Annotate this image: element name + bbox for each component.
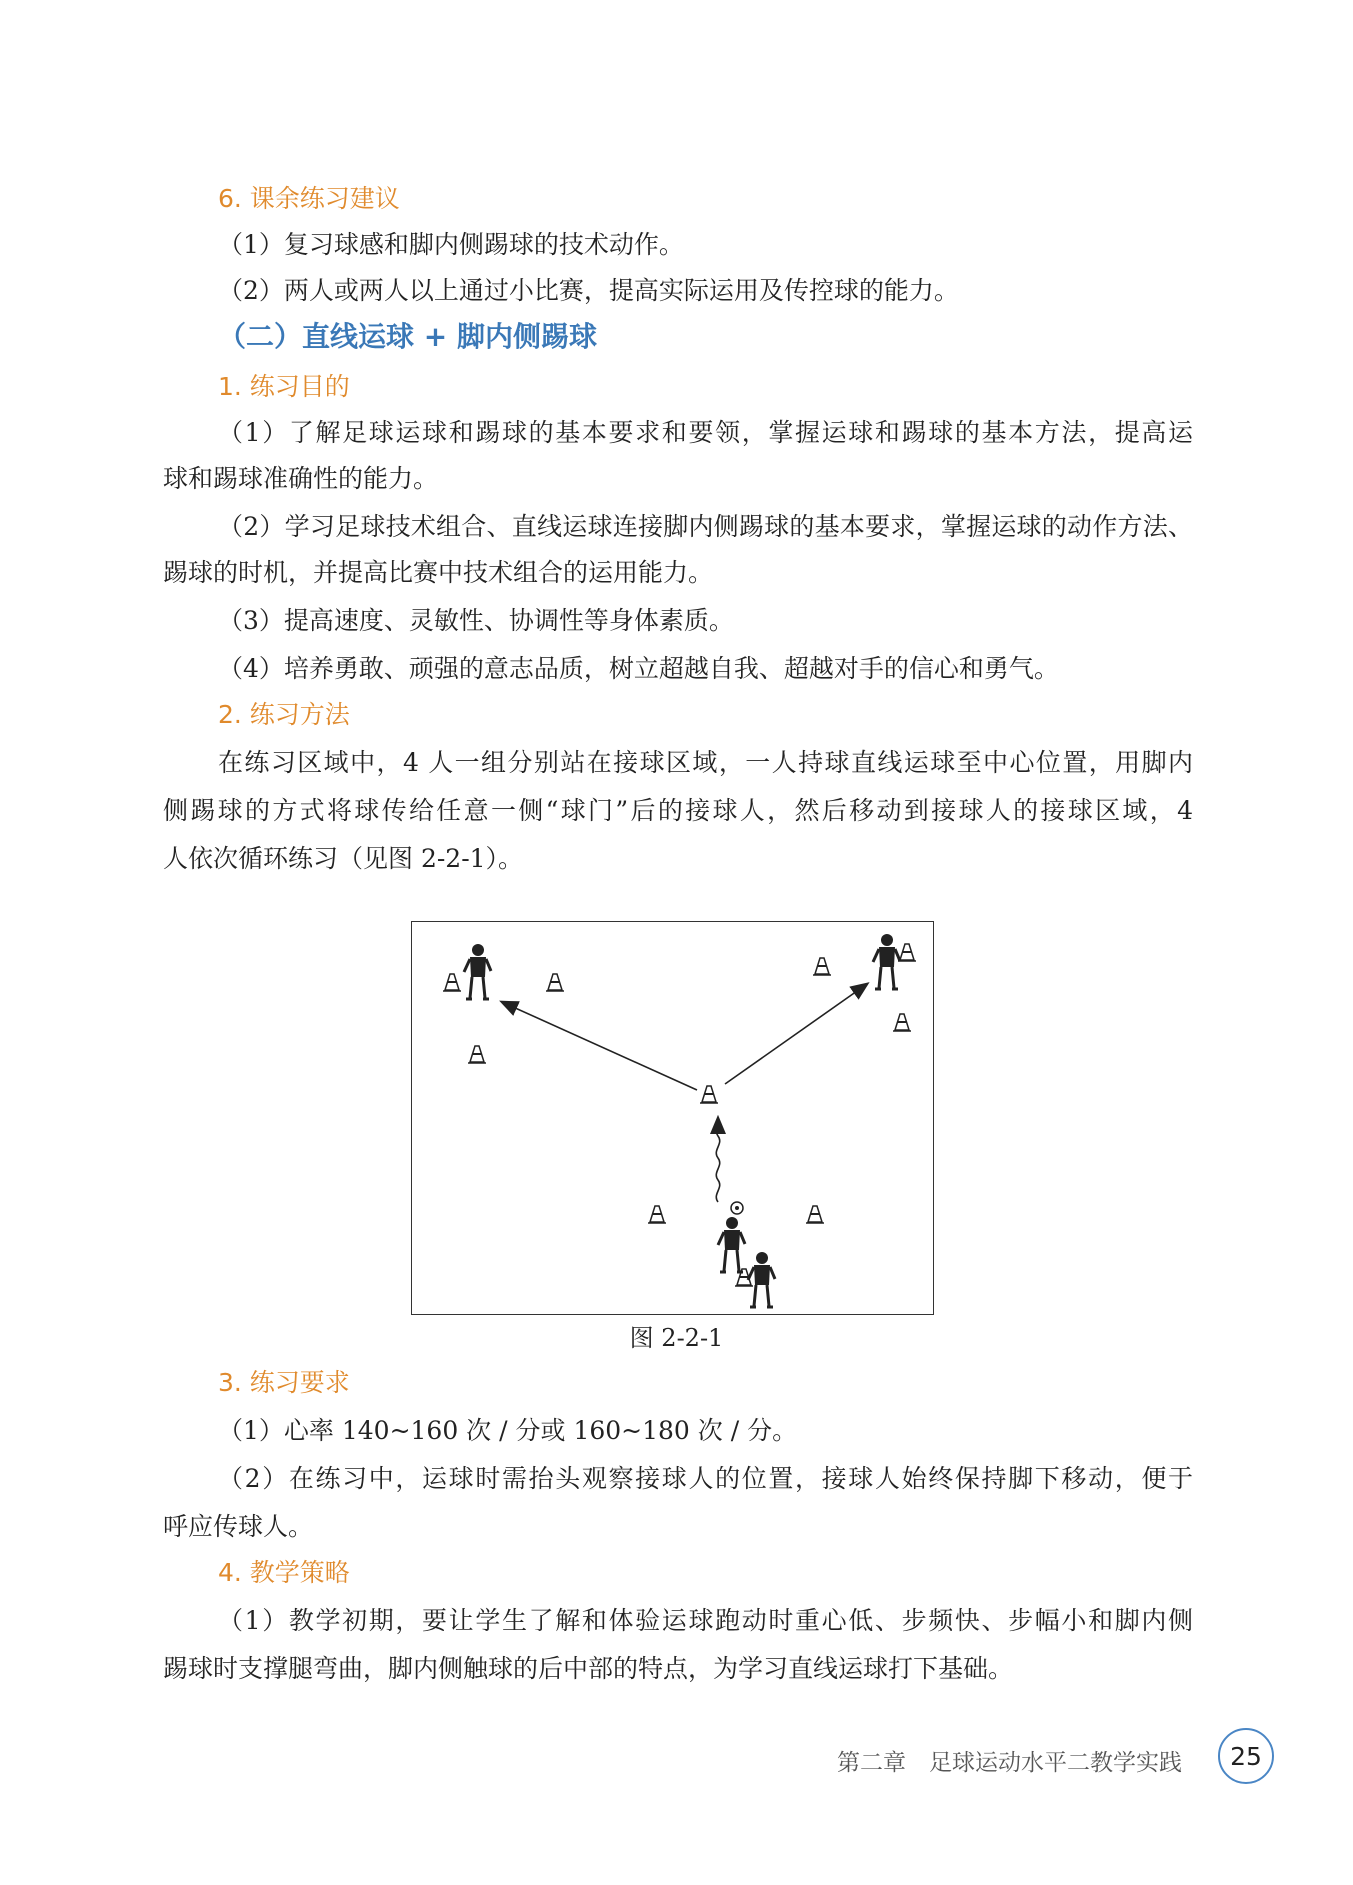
section-3-heading: 3. 练习要求 — [218, 1368, 350, 1397]
paragraph: 人依次循环练习（见图 2-2-1）。 — [163, 844, 524, 873]
pass-arrow-right — [725, 984, 867, 1084]
cone-icon — [700, 1086, 718, 1103]
cone-icon — [813, 958, 831, 975]
page-number: 25 — [1218, 1728, 1274, 1784]
paragraph: 在练习区域中，4 人一组分别站在接球区域，一人持球直线运球至中心位置，用脚内 — [218, 748, 1193, 777]
dribbler-player-icon — [718, 1217, 745, 1272]
section-4-heading: 4. 教学策略 — [218, 1558, 350, 1587]
waiting-player-icon — [748, 1252, 775, 1307]
paragraph: （1）复习球感和脚内侧踢球的技术动作。 — [218, 230, 684, 259]
receiver-player-icon — [464, 944, 491, 999]
pass-arrow-left — [502, 1002, 697, 1090]
section-2-heading: 2. 练习方法 — [218, 700, 350, 729]
part-2-heading: （二）直线运球 + 脚内侧踢球 — [218, 320, 597, 353]
paragraph: （1）教学初期，要让学生了解和体验运球跑动时重心低、步频快、步幅小和脚内侧 — [218, 1606, 1193, 1635]
cone-icon — [546, 974, 564, 991]
figure-caption: 图 2-2-1 — [629, 1324, 724, 1352]
paragraph: （2）学习足球技术组合、直线运球连接脚内侧踢球的基本要求，掌握运球的动作方法、 — [218, 512, 1193, 541]
cone-icon — [806, 1206, 824, 1223]
receiver-player-icon — [873, 934, 900, 989]
paragraph: 踢球时支撑腿弯曲，脚内侧触球的后中部的特点，为学习直线运球打下基础。 — [163, 1654, 1014, 1683]
paragraph: （2）两人或两人以上通过小比赛，提高实际运用及传控球的能力。 — [218, 276, 959, 305]
section-1-heading: 1. 练习目的 — [218, 372, 350, 401]
ball-icon — [731, 1202, 743, 1214]
cone-icon — [898, 944, 916, 961]
paragraph: （1）心率 140~160 次 / 分或 160~180 次 / 分。 — [218, 1416, 798, 1445]
drill-diagram — [411, 921, 934, 1315]
dribble-path — [716, 1118, 720, 1202]
paragraph: （1）了解足球运球和踢球的基本要求和要领，掌握运球和踢球的基本方法，提高运 — [218, 418, 1193, 447]
paragraph: （4）培养勇敢、顽强的意志品质，树立超越自我、超越对手的信心和勇气。 — [218, 654, 1059, 683]
drill-diagram-svg — [412, 922, 935, 1316]
paragraph: 呼应传球人。 — [163, 1512, 314, 1541]
paragraph: 踢球的时机，并提高比赛中技术组合的运用能力。 — [163, 558, 714, 587]
paragraph: 侧踢球的方式将球传给任意一侧“球门”后的接球人，然后移动到接球人的接球区域，4 — [163, 796, 1193, 825]
section-6-heading: 6. 课余练习建议 — [218, 184, 400, 213]
cone-icon — [468, 1046, 486, 1063]
chapter-footer: 第二章 足球运动水平二教学实践 — [837, 1750, 1182, 1776]
cone-icon — [648, 1206, 666, 1223]
paragraph: 球和踢球准确性的能力。 — [163, 464, 439, 493]
cone-icon — [893, 1014, 911, 1031]
paragraph: （3）提高速度、灵敏性、协调性等身体素质。 — [218, 606, 734, 635]
paragraph: （2）在练习中，运球时需抬头观察接球人的位置，接球人始终保持脚下移动，便于 — [218, 1464, 1193, 1493]
cone-icon — [443, 974, 461, 991]
